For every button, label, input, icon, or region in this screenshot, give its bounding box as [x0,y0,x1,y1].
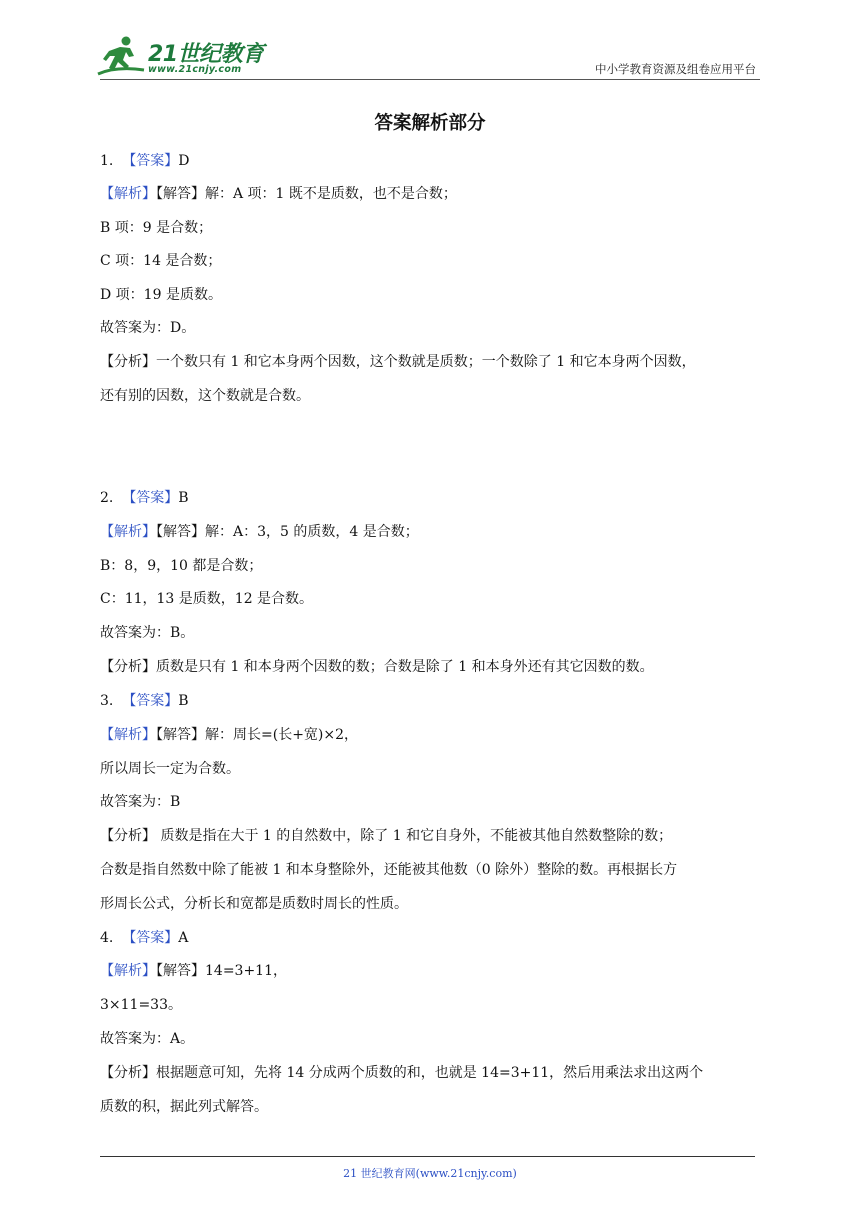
q2-answer: B [178,490,189,506]
q4-text-4: 【分析】根据题意可知，先将 14 分成两个质数的和，也就是 14=3+11，然后用乘法求出这两个 [100,1065,704,1081]
q1-analysis-line [100,184,457,204]
q3-text-1: 【解答】解：周长=(长+宽)×2， [156,727,359,743]
q4-text-2: 3×11=33。 [100,997,182,1013]
q4-answer-tag: 【答案】 [122,930,179,946]
q4-text-1: 【解答】14=3+11， [156,963,287,979]
q1-text-4: D 项：19 是质数。 [100,287,222,303]
q2-analysis-line [100,522,419,542]
footer-link[interactable]: 21 世纪教育网(www.21cnjy.com) [343,1167,517,1180]
q3-analysis-tag: 【解析】 [100,727,156,743]
q4-analysis-line [100,961,287,981]
q1-answer-tag: 【答案】 [122,153,179,169]
q3-answer: B [178,693,189,709]
q1-analysis-tag: 【解析】 [100,186,156,202]
q1-text-5: 故答案为：D。 [100,320,196,336]
logo-text: 21世纪教育 [148,42,264,67]
runner-logo-icon [96,34,148,80]
q1-answer: D [178,153,190,169]
q2-answer-line [100,488,189,508]
page-title: 答案解析部分 [374,113,486,134]
logo [96,34,296,80]
q2-text-5: 【分析】质数是只有 1 和本身两个因数的数；合数是除了 1 和本身外还有其它因数的数。 [100,659,654,675]
footer-divider [100,1156,755,1157]
q3-text-6: 形周长公式，分析长和宽都是质数时周长的性质。 [100,896,408,912]
q3-answer-tag: 【答案】 [122,693,179,709]
q2-number: 2. [100,490,114,506]
q3-number: 3. [100,693,114,709]
header-divider [100,79,760,80]
q3-answer-line [100,691,189,711]
platform-name: 中小学教育资源及组卷应用平台 [595,62,756,76]
q3-analysis-line [100,725,358,745]
q3-text-3: 故答案为：B [100,794,181,810]
q1-text-6: 【分析】一个数只有 1 和它本身两个因数，这个数就是质数；一个数除了 1 和它本身两个因数， [100,354,696,370]
q1-text-2: B 项：9 是合数； [100,220,213,236]
q1-text-1: 【解答】解：A 项：1 既不是质数，也不是合数； [156,186,457,202]
q2-analysis-tag: 【解析】 [100,524,156,540]
q1-answer-line [100,151,190,171]
q3-text-5: 合数是指自然数中除了能被 1 和本身整除外，还能被其他数（0 除外）整除的数。再根据长方 [100,862,678,878]
q3-text-2: 所以周长一定为合数。 [100,761,240,777]
q1-text-3: C 项：14 是合数； [100,253,222,269]
q4-number: 4. [100,930,114,946]
q4-text-3: 故答案为：A。 [100,1031,195,1047]
q4-answer: A [178,930,189,946]
q4-answer-line [100,928,188,948]
q2-text-3: C：11，13 是质数，12 是合数。 [100,591,314,607]
logo-url: www.21cnjy.com [148,64,242,75]
q4-text-5: 质数的积，据此列式解答。 [100,1099,268,1115]
q1-number: 1. [100,153,114,169]
q2-text-4: 故答案为：B。 [100,625,195,641]
q2-text-2: B：8，9，10 都是合数； [100,558,263,574]
q2-text-1: 【解答】解：A：3，5 的质数，4 是合数； [156,524,419,540]
q3-text-4: 【分析】 质数是指在大于 1 的自然数中，除了 1 和它自身外，不能被其他自然数整除的数； [100,828,673,844]
q4-analysis-tag: 【解析】 [100,963,156,979]
q1-text-7: 还有别的因数，这个数就是合数。 [100,388,310,404]
q2-answer-tag: 【答案】 [122,490,179,506]
page-header [96,34,760,80]
